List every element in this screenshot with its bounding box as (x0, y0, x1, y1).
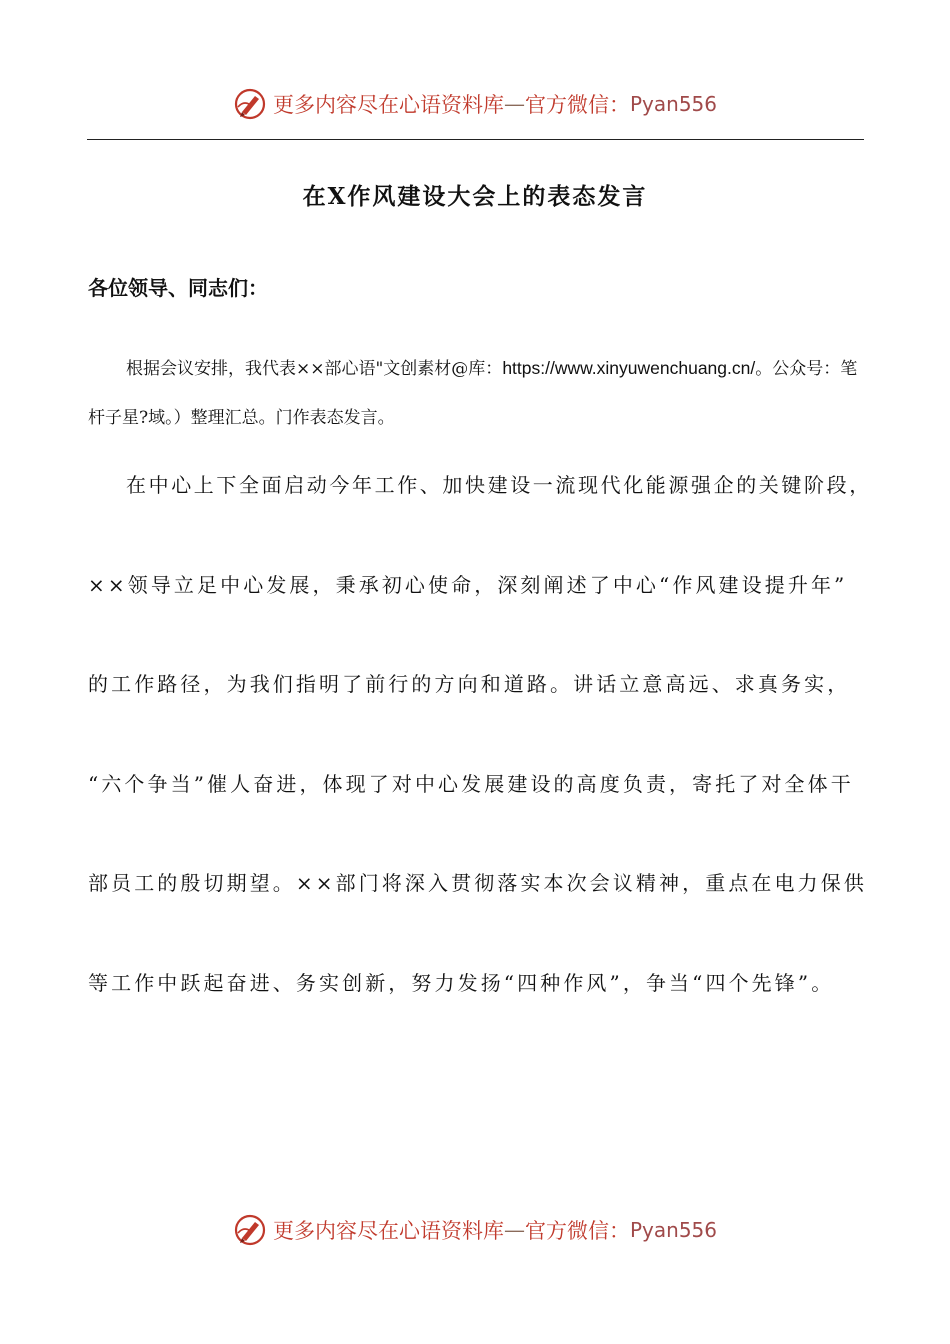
pen-logo-icon (233, 1213, 267, 1247)
footer-banner (0, 1208, 950, 1252)
wechat-id: Pyan556 (629, 92, 717, 116)
document-title: 在X作风建设大会上的表态发言 (302, 183, 648, 210)
brand-text: 更多内容尽在心语资料库 (272, 93, 504, 117)
body-line: 的工作路径，为我们指明了前行的方向和道路。讲话立意高远、求真务实， (88, 672, 851, 696)
intro-text: 根据会议安排，我代表××部心语"文创素材@库： (126, 359, 503, 379)
pen-logo-icon (233, 87, 267, 121)
brand-text: 更多内容尽在心语资料库 (272, 1219, 504, 1243)
intro-text-tail: 。公众号：笔杆子星?域。）整理汇总。门作表态发言。 (88, 359, 858, 428)
official-label: 官方微信： (524, 93, 630, 117)
banner-separator: — (503, 92, 525, 116)
body-line: 在中心上下全面启动今年工作、加快建设一流现代化能源强企的关键阶段， (126, 473, 872, 497)
header-banner (0, 82, 950, 126)
body-line: 部员工的殷切期望。××部门将深入贯彻落实本次会议精神，重点在电力保供 (88, 871, 867, 895)
paragraph-intro (88, 344, 866, 443)
banner-separator: — (503, 1218, 525, 1242)
source-url: https://www.xinyuwenchuang.cn/ (502, 358, 756, 378)
body-line: “六个争当”催人奋进，体现了对中心发展建设的高度负责，寄托了对全体干 (88, 771, 854, 796)
paragraph-body (88, 460, 872, 1057)
salutation: 各位领导、同志们： (88, 276, 268, 300)
header-divider (87, 139, 864, 140)
official-label: 官方微信： (524, 1219, 630, 1243)
body-line: 等工作中跃起奋进、务实创新，努力发扬“四种作风”，争当“四个先锋”。 (88, 970, 835, 995)
body-line: ××领导立足中心发展，秉承初心使命，深刻阐述了中心“作风建设提升年” (88, 572, 848, 597)
wechat-id: Pyan556 (629, 1218, 717, 1242)
